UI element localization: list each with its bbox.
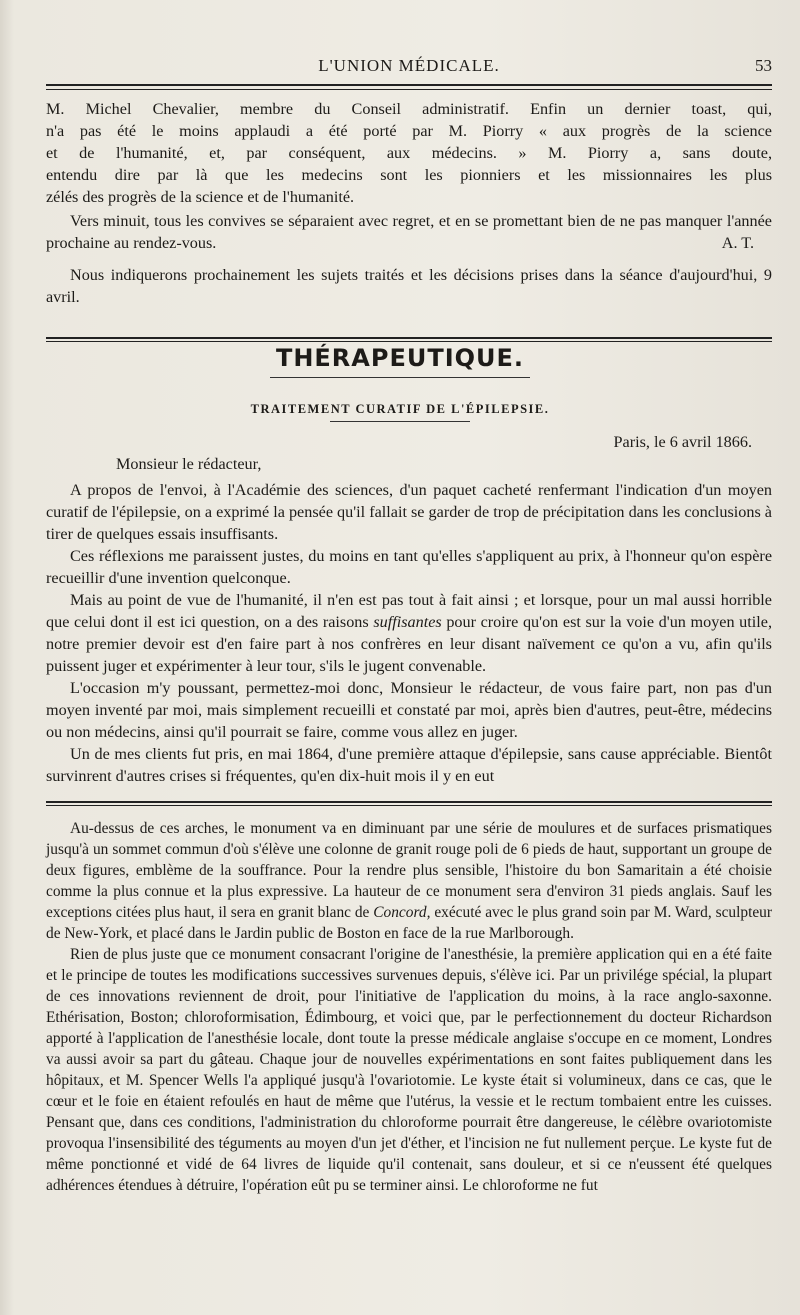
line <box>46 98 772 120</box>
article-title-rule <box>330 421 470 422</box>
article-title: TRAITEMENT CURATIF DE L'ÉPILEPSIE. <box>250 402 550 416</box>
salutation: Monsieur le rédacteur, <box>116 455 262 473</box>
section-rule <box>46 337 772 339</box>
page-number: 53 <box>755 56 772 75</box>
paragraph-text: exécuté avec le plus grand soin par M. Ward, sculpteur de New-York, et placé dans le Jardin public de Boston en face de la rue Marlborough. <box>46 904 772 942</box>
banquet-paragraph-1 <box>46 98 772 208</box>
line-text: zélés des progrès de la science et de l'humanité. <box>46 188 355 206</box>
line-text: entendu dire par là que les medecins sont les pionniers et les missionnaires les plus <box>46 166 772 184</box>
feuilleton-rule-thin <box>46 805 772 806</box>
line <box>46 142 772 164</box>
section-title: THÉRAPEUTIQUE. <box>275 344 525 372</box>
section-rule-thin <box>46 341 772 342</box>
letter-paragraph-2: Ces réflexions me paraissent justes, du moins en tant qu'elles s'appliquent au prix, à l'honneur qu'on espère recueillir d'une invention quelconque. <box>46 547 772 587</box>
header-rule-thin <box>46 89 772 90</box>
line-text: n'a pas été le moins applaudi a été porté par M. Piorry « aux progrès de la science <box>46 122 772 140</box>
header-rule <box>46 84 772 86</box>
announcement-paragraph: Nous indiquerons prochainement les sujets traités et les décisions prises dans la séance d'aujourd'hui, 9 avril. <box>46 266 772 306</box>
epilepsy-letter <box>46 431 772 787</box>
italic-word: suffisantes <box>373 613 442 631</box>
line <box>46 186 772 208</box>
signature: A. T. <box>721 234 754 252</box>
line-text: et de l'humanité, et, par conséquent, aux médecins. » M. Piorry a, sans doute, <box>46 144 772 162</box>
banquet-paragraph-2 <box>46 210 772 254</box>
line-text: M. Michel Chevalier, membre du Conseil administratif. Enfin un dernier toast, qui, <box>46 100 772 118</box>
letter-paragraph-3 <box>46 589 772 677</box>
feuilleton-rule <box>46 801 772 803</box>
paragraph-text: Au-dessus de ces arches, le monument va en diminuant par une série de moulures et de surfaces prismatiques jusqu'à un sommet commun d'où s'élève une colonne de granit rouge poli de 6 pieds de haut, supportant un groupe de deux figures, emblème de la souffrance. Pour la rendre plus sensible, l'histoire du bon Samaritain a été choisie comme la plus connue et la plus expressive. La hauteur de ce monument sera d'environ 31 pieds anglais. Sauf les exceptions citées plus haut, il sera en granit blanc de <box>46 820 772 921</box>
page-header <box>46 56 772 82</box>
feuilleton-paragraph-2: Rien de plus juste que ce monument consacrant l'origine de l'anesthésie, la première application qui en a été faite et le principe de toutes les modifications successives survenues depuis, s'élève ici. Par un privilége spécial, la plupart de ces innovations reviennent de droit, pour l'initiative de l'application du moins, à la race anglo-saxonne. Ethérisation, Boston; chloroformisation, Édimbourg, et voici que, par le perfectionnement du docteur Richardson apporté à l'application de l'anesthésie locale, dont toute la presse médicale anglaise s'occupe en ce moment, Londres va aussi avoir sa part du gâteau. Chaque jour de nouvelles expérimentations en sont faites publiquement dans les hôpitaux, et M. Spencer Wells l'a appliqué jusqu'à l'ovariotomie. Le kyste était si volumineux, dans ce cas, que le cœur et le foie en étaient refoulés en haut de même que l'utérus, la vessie et le rectum tombaient entre les cuisses. Pensant que, dans ces conditions, l'administration du chloroforme pourrait être dangereuse, le célèbre ovariotomiste provoqua l'insensibilité des téguments au moyen d'un jet d'éther, et l'incision ne fut nullement perçue. Le kyste fut de même ponctionné et vidé de 64 livres de liquide qu'il contenait, sans douleur, et si ce n'eussent été quelques adhérences étendues à détruire, l'opération eût pu se terminer ainsi. Le chloroforme ne fut <box>46 946 772 1194</box>
section-title-underline <box>270 377 530 378</box>
letter-paragraph-1: A propos de l'envoi, à l'Académie des sciences, d'un paquet cacheté renfermant l'indication d'un moyen curatif de l'épilepsie, on a exprimé la pensée qu'il fallait se garder de trop de précipitation dans les conclusions à tirer de quelques essais insuffisants. <box>46 481 772 543</box>
dateline: Paris, le 6 avril 1866. <box>613 433 752 451</box>
running-title: L'UNION MÉDICALE. <box>318 56 500 75</box>
letter-paragraph-5: Un de mes clients fut pris, en mai 1864, d'une première attaque d'épilepsie, sans cause appréciable. Bientôt survinrent d'autres crises si fréquentes, qu'en dix-huit mois il y en eut <box>46 745 772 785</box>
paragraph-text: pour croire qu'on est sur la voie d'un moyen utile, notre premier devoir est d'en faire part à nos confrères en leur disant naïvement ce qu'on a vu, afin qu'ils puissent juger et expérimenter à leur tour, s'ils le jugent convenable. <box>46 613 772 675</box>
feuilleton <box>46 818 772 1196</box>
line <box>46 120 772 142</box>
paragraph-text: Mais au point de vue de l'humanité, il n'en est pas tout à fait ainsi ; et lorsque, pour un mal aussi horrible que celui dont il est ici question, on a des raisons <box>46 591 772 631</box>
paragraph-text: Vers minuit, tous les convives se séparaient avec regret, et en se promettant bien de ne pas manquer l'année prochaine au rendez-vous. <box>46 212 772 252</box>
banquet-report <box>46 98 772 308</box>
italic-place: Concord, <box>373 904 431 921</box>
line <box>46 164 772 186</box>
letter-paragraph-4: L'occasion m'y poussant, permettez-moi donc, Monsieur le rédacteur, de vous faire part, non pas d'un moyen inventé par moi, mais simplement recueilli et constaté par moi, après bien d'autres, peut-être, médecins ou non médecins, ainsi qu'il pourrait se faire, comme vous allez en juger. <box>46 679 772 741</box>
feuilleton-paragraph-1 <box>46 818 772 944</box>
